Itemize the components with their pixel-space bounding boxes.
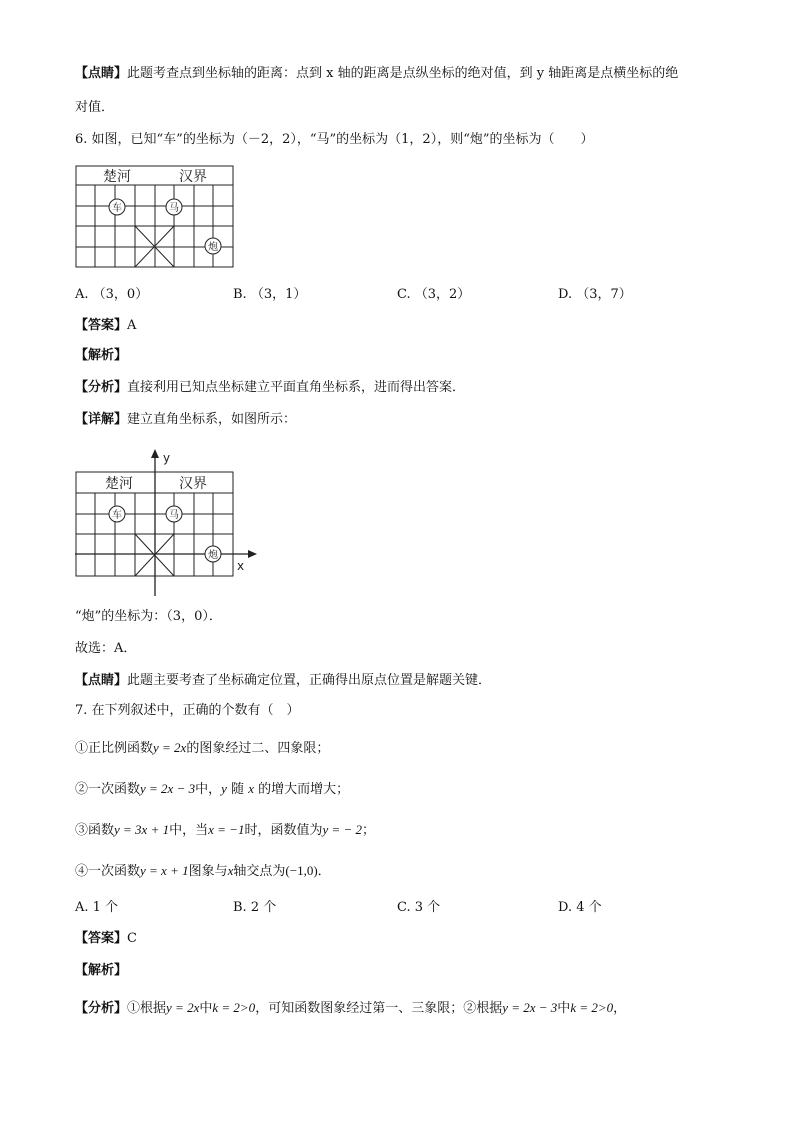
q7-fenxi-m3: y = 2x − 3 [502, 1000, 558, 1015]
q6-stem: 6. 如图，已知“车”的坐标为（－2，2），“马”的坐标为（1，2），则“炮”的坐标为（ ） [75, 132, 594, 147]
q7-fenxi-m1: y = 2x [166, 1000, 200, 1015]
q7-option-c: C. 3 个 [397, 900, 441, 915]
q7-s2-m2: 随 [231, 782, 245, 797]
piece-pao-label: 炮 [208, 242, 218, 253]
q6-option-b: B. （3，1） [233, 287, 307, 302]
q6-choose: 故选：A． [75, 641, 137, 656]
piece-che-label: 车 [112, 203, 122, 214]
dianjing-text: 此题考查点到坐标轴的距离：点到 x 轴的距离是点纵坐标的绝对值，到 y 轴距离是点横坐标的绝 [127, 66, 679, 81]
q6-fenxi [75, 378, 465, 398]
q6-fenxi-tag: 【分析】 [75, 380, 128, 395]
q7-answer-tag: 【答案】 [75, 931, 128, 946]
q6-xiangjie [75, 410, 296, 430]
q6-dianjing [75, 671, 491, 691]
q7-option-b: B. 2 个 [233, 900, 277, 915]
q6-fenxi-text: 直接利用已知点坐标建立平面直角坐标系，进而得出答案． [127, 380, 466, 395]
q7-statement-3 [75, 820, 375, 841]
board-label-hanjie: 汉界 [179, 169, 207, 185]
dianjing-tag: 【点睛】 [75, 66, 128, 81]
board-label-chuhe: 楚河 [103, 169, 131, 185]
q7-s4-point: (−1,0) [285, 863, 318, 878]
q7-fenxi-m2: k = 2>0 [212, 1000, 256, 1015]
q7-option-d: D. 4 个 [558, 900, 602, 915]
q6-xiangjie-tag: 【详解】 [75, 412, 128, 427]
dianjing-paragraph [75, 64, 678, 84]
q7-s1-formula: y = 2x [153, 740, 187, 755]
q7-statement-2 [75, 779, 349, 800]
q7-answer-value: C [127, 931, 137, 946]
q7-stem: 7. 在下列叙述中，正确的个数有（ ） [75, 703, 300, 718]
q7-option-a: A. 1 个 [75, 900, 119, 915]
q7-s2-formula: y = 2x − 3 [140, 781, 196, 796]
coord-board-label-chuhe: 楚河 [105, 476, 133, 492]
q7-s3-mid: 中，当 [169, 823, 209, 838]
q7-s2-x: x [248, 781, 254, 796]
q6-coordinate-figure [75, 448, 265, 598]
y-axis-label: y [163, 451, 171, 465]
q6-result: “炮”的坐标为：（3，0）． [75, 609, 222, 624]
q6-dianjing-text: 此题主要考查了坐标确定位置，正确得出原点位置是解题关键． [127, 673, 492, 688]
q7-s2-y: y [221, 781, 227, 796]
q7-s3-val: y = − 2 [322, 822, 363, 837]
q7-s4-mid2: 轴交点为 [233, 864, 286, 879]
q7-s3-formula: y = 3x + 1 [114, 822, 170, 837]
q6-chessboard-figure [75, 165, 235, 270]
q6-answer [75, 316, 136, 336]
q7-fenxi-b: 中 [199, 1001, 213, 1016]
q7-s3-pre: ③函数 [75, 823, 115, 838]
piece-ma-label: 马 [169, 203, 179, 214]
q7-jiexi: 【解析】 [75, 963, 128, 978]
q6-answer-tag: 【答案】 [75, 318, 128, 333]
dianjing-continuation: 对值． [75, 100, 115, 115]
q7-s2-mid: 中， [195, 782, 222, 797]
q7-s3-cond: x = −1 [208, 822, 245, 837]
q7-s1-post: 的图象经过二、四象限； [186, 741, 330, 756]
x-axis-arrow [248, 550, 257, 558]
q6-answer-value: A [127, 318, 137, 333]
q7-fenxi-m4: k = 2>0 [570, 1000, 614, 1015]
q7-s1-pre: ①正比例函数 [75, 741, 154, 756]
q7-fenxi-c: ，可知函数图象经过第一、三象限；②根据 [255, 1001, 503, 1016]
q7-s2-post: 的增大而增大； [258, 782, 350, 797]
q7-fenxi-tag: 【分析】 [75, 1001, 128, 1016]
q7-s2-pre: ②一次函数 [75, 782, 141, 797]
q7-s3-mid2: 时，函数值为 [244, 823, 323, 838]
q7-fenxi-e: ， [613, 1001, 627, 1016]
q6-option-c: C. （3，2） [397, 287, 471, 302]
q6-xiangjie-text: 建立直角坐标系，如图所示： [127, 412, 297, 427]
q6-option-d: D. （3，7） [558, 287, 632, 302]
y-axis-arrow [151, 449, 159, 458]
q7-statement-4 [75, 861, 331, 882]
q7-s3-post: ； [362, 823, 376, 838]
coord-piece-pao-label: 炮 [208, 550, 218, 561]
q7-fenxi-d: 中 [557, 1001, 571, 1016]
q7-s4-mid: 图象与 [188, 864, 228, 879]
q7-answer [75, 929, 137, 949]
q7-fenxi [75, 998, 626, 1019]
q7-s4-formula: y = x + 1 [140, 863, 189, 878]
coord-piece-che-label: 车 [112, 510, 122, 521]
q7-fenxi-a: ①根据 [127, 1001, 167, 1016]
q6-dianjing-tag: 【点睛】 [75, 673, 128, 688]
q6-option-a: A. （3，0） [75, 287, 149, 302]
q7-statement-1 [75, 738, 329, 759]
q6-jiexi: 【解析】 [75, 348, 128, 363]
q7-s4-post: ． [317, 864, 331, 879]
x-axis-label: x [237, 559, 245, 573]
q7-s4-pre: ④一次函数 [75, 864, 141, 879]
coord-piece-ma-label: 马 [169, 510, 179, 521]
coord-board-label-hanjie: 汉界 [179, 476, 207, 492]
q7-s4-x: x [227, 863, 234, 878]
